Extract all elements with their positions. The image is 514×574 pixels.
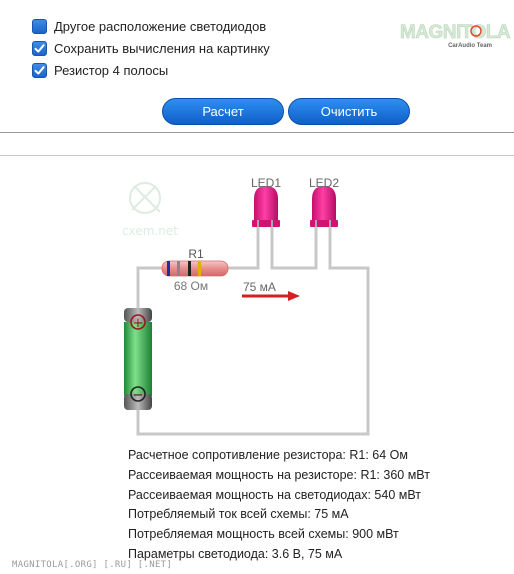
result-resistance: Расчетное сопротивление резистора: R1: 64 Ом [128, 448, 408, 462]
svg-text:−: − [132, 388, 144, 403]
svg-text:CarAudio Team: CarAudio Team [448, 43, 492, 49]
check-icon [34, 65, 45, 76]
clear-button[interactable]: Очистить [288, 98, 410, 125]
option-save-to-image[interactable] [32, 39, 270, 57]
circuit-diagram [0, 156, 514, 456]
option-label: Другое расположение светодиодов [54, 18, 267, 34]
svg-text:MAGNITOLA: MAGNITOLA [399, 22, 511, 43]
options-panel [0, 0, 514, 133]
svg-text:LED1: LED1 [250, 176, 282, 190]
svg-text:LED2: LED2 [308, 176, 340, 190]
battery [124, 308, 152, 410]
result-total-current: Потребляемый ток всей схемы: 75 мА [128, 507, 349, 522]
checkbox-alt-led-layout[interactable] [32, 19, 47, 34]
svg-text:75 мА: 75 мА [243, 280, 276, 294]
svg-text:R1: R1 [188, 247, 204, 261]
svg-text:cxem.net: cxem.net [122, 224, 178, 238]
check-icon [34, 43, 45, 54]
option-resistor-4-bands[interactable] [32, 61, 168, 79]
svg-text:68 Ом: 68 Ом [173, 279, 209, 293]
watermark [122, 183, 178, 238]
led1 [251, 176, 281, 227]
result-total-power: Потребляемая мощность всей схемы: 900 мВт [128, 527, 399, 542]
current-indicator [242, 280, 300, 301]
option-label: Сохранить вычисления на картинку [54, 40, 270, 56]
checkbox-save-to-image[interactable] [32, 41, 47, 56]
wires [138, 226, 368, 434]
led2 [309, 176, 339, 227]
option-alt-led-layout[interactable] [32, 17, 266, 35]
footer-watermark: MAGNITOLA[.ORG] [.RU] [.NET] [12, 560, 173, 570]
magnitola-logo [399, 16, 511, 50]
calculate-button[interactable]: Расчет [162, 98, 284, 125]
result-resistor-power: Рассеиваемая мощность на резисторе: R1: 360 мВт [128, 467, 430, 482]
svg-text:+: + [132, 316, 144, 331]
result-led-power: Рассеиваемая мощность на светодиодах: 540 мВт [128, 487, 421, 502]
checkbox-resistor-4-bands[interactable] [32, 63, 47, 78]
option-label: Резистор 4 полосы [54, 62, 169, 78]
resistor-r1 [162, 247, 228, 293]
results-block [128, 446, 508, 565]
result-led-params: Параметры светодиода: 3.6 В, 75 мА [128, 546, 343, 561]
